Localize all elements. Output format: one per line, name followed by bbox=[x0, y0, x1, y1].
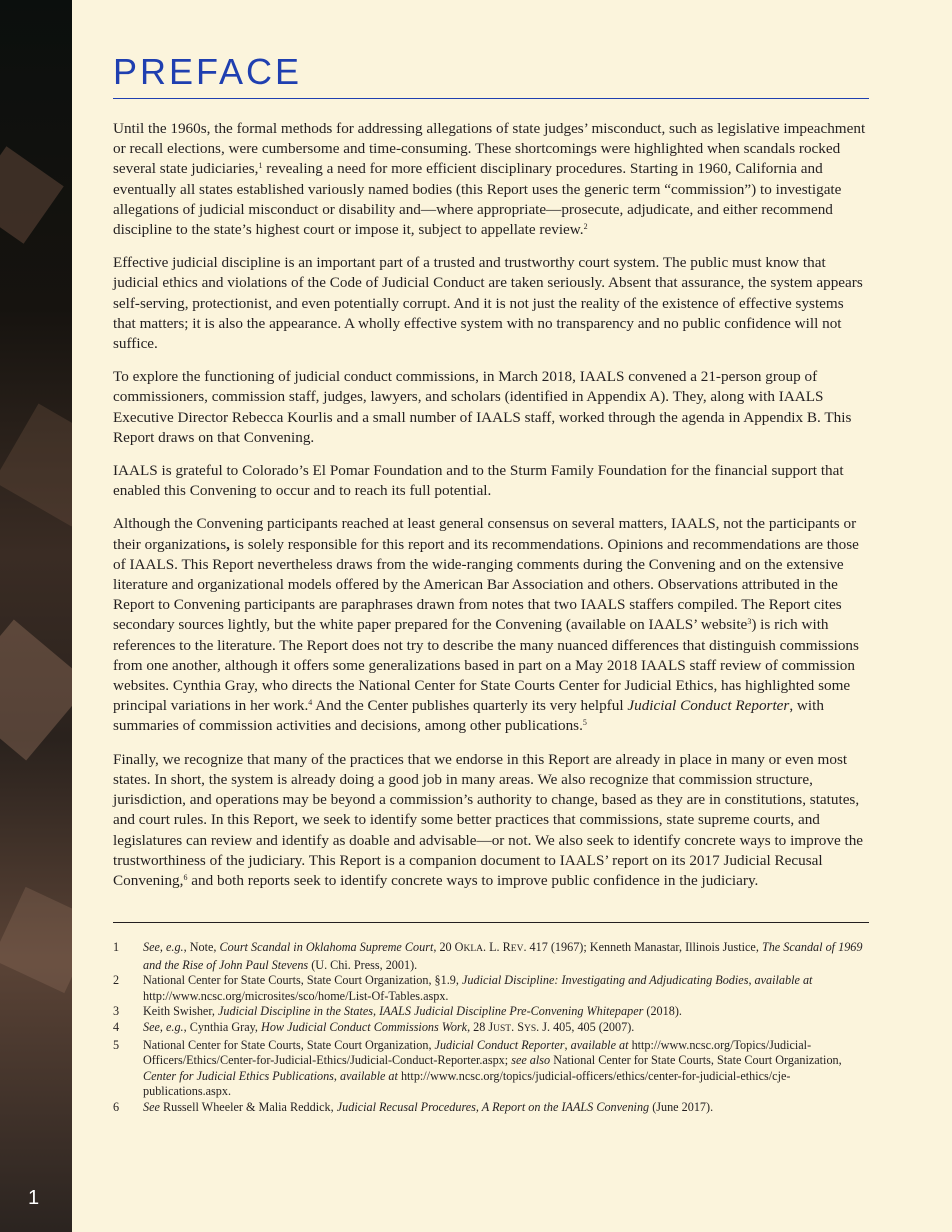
text-run: YS bbox=[523, 1024, 537, 1035]
decorative-shard bbox=[0, 146, 64, 243]
text-run: , Cynthia Gray, bbox=[183, 1020, 262, 1035]
footnote-ref: 3 bbox=[747, 617, 752, 627]
body-text bbox=[113, 119, 869, 891]
footnote-number: 3 bbox=[113, 1004, 120, 1019]
footnote-number: 6 bbox=[113, 1100, 120, 1115]
footnote bbox=[113, 1100, 869, 1116]
footnote-text bbox=[143, 973, 869, 1004]
text-run: National Center for State Courts, State Court Organization, bbox=[550, 1053, 842, 1068]
text-run: (2018). bbox=[643, 1004, 682, 1019]
text-run: , bbox=[748, 973, 755, 988]
text-run: Effective judicial discipline is an important part of a trusted and trustworthy court system. The public must know that judicial ethics and violations of the Code of Judicial Conduct are taken seriously. Absent that assurance, the system appears self-serving, protectionist, and even potentially corrupt. And it is not just the reality of the existence of effective systems that matters; it is also the appearance. A wholly effective system with no transparency and no public confidence will not suffice. bbox=[113, 254, 863, 353]
text-run: , bbox=[564, 1037, 571, 1052]
footnote-text bbox=[143, 1100, 869, 1116]
italic-text: Judicial Discipline: Investigating and Adjudicating Bodies bbox=[461, 973, 749, 988]
decorative-shard bbox=[0, 404, 72, 527]
paragraph bbox=[113, 367, 869, 448]
footnote-text bbox=[143, 940, 869, 973]
text-run: Russell Wheeler & Malia Reddick, bbox=[159, 1100, 337, 1115]
paragraph bbox=[113, 253, 869, 354]
italic-text: Center for Judicial Ethics Publications bbox=[143, 1068, 334, 1083]
footnote bbox=[113, 1020, 869, 1038]
italic-text: available at bbox=[754, 973, 813, 988]
italic-text: Judicial Recusal Procedures, A Report on the IAALS Convening bbox=[336, 1100, 650, 1115]
footnote-number: 1 bbox=[113, 940, 120, 955]
paragraph bbox=[113, 461, 869, 501]
text-run: IAALS is grateful to Colorado’s El Pomar Foundation and to the Sturm Family Foundation for the financial support that enabled this Convening to occur and to reach its full potential. bbox=[113, 462, 844, 500]
text-run: ) is rich with references to the literature. The Report does not try to describe the many nuanced differences that distinguish commissions from one another, although it offers some generalizations based in part on a May 2018 IAALS staff review of commission websites. Cynthia Gray, who directs the National Center for State Courts Center for Judicial Ethics, has highlighted some principal variations in her work. bbox=[113, 616, 859, 715]
text-run: is solely responsible for this report and its recommendations. Opinions and recommendations are those of IAALS. This Report nevertheless draws from the wide-ranging comments during the Convening and on the extensive literature and organizational models offered by the American Bar Association and others. Observations attributed in the Report to Convening participants are paraphrases drawn from notes that two IAALS staffers compiled. The Report cites secondary sources lightly, but the white paper prepared for the Convening (available on IAALS’ website bbox=[113, 535, 859, 634]
text-run: National Center for State Courts, State Court Organization, bbox=[143, 1037, 435, 1052]
text-run: Finally, we recognize that many of the practices that we endorse in this Report are already in place in many or even most states. In short, the system is already doing a good job in many areas. We also recognize that commission structure, jurisdiction, and operations may be beyond a commission’s authority to change, based as they are in constitutions, statutes, and court rules. In this Report, we seek to identify some better practices that commissions, state supreme courts, and legislatures can review and identify as doable and advisable—or not. We also seek to identify concrete ways to improve the trustworthiness of the judiciary. This Report is a companion document to IAALS’ report on its 2017 Judicial Recusal Convening, bbox=[113, 750, 864, 889]
footnote-number: 2 bbox=[113, 973, 120, 988]
text-run: . S bbox=[511, 1020, 524, 1035]
decorative-sidebar bbox=[0, 0, 72, 1232]
paragraph bbox=[113, 514, 869, 736]
footnote-text bbox=[143, 1038, 869, 1100]
footnote-ref: 6 bbox=[183, 872, 188, 882]
italic-text: Judicial Conduct Reporter bbox=[627, 697, 790, 715]
text-run: http://www.ncsc.org/topics/judicial-officers/ethics/center-for-judicial-ethics/cje-publications.aspx. bbox=[143, 1068, 791, 1099]
paragraph bbox=[113, 750, 869, 891]
text-run: http://www.ncsc.org/Topics/Judicial-Officers/Ethics/Center-for-Judicial-Ethics/Judicial-Conduct-Reporter.aspx; bbox=[143, 1037, 812, 1068]
text-run: . L. R bbox=[483, 940, 511, 955]
italic-text: See, e.g. bbox=[143, 940, 184, 955]
italic-text: Judicial Discipline in the States, IAALS Judicial Discipline Pre-Convening Whitepaper bbox=[218, 1004, 644, 1019]
text-run: . J. 405, 405 (2007). bbox=[536, 1020, 635, 1035]
page-content bbox=[113, 50, 869, 1116]
title-rule bbox=[113, 98, 869, 99]
footnote-ref: 4 bbox=[308, 698, 313, 708]
text-run: , 28 J bbox=[467, 1020, 494, 1035]
footnote-rule bbox=[113, 922, 869, 923]
footnote-text bbox=[143, 1004, 869, 1020]
text-run: To explore the functioning of judicial conduct commissions, in March 2018, IAALS convened a 21-person group of commissioners, commission staff, judges, lawyers, and scholars (identified in Appendix A). They, along with IAALS Executive Director Rebecca Kourlis and a small number of IAALS staff, worked through the agenda in Appendix B. This Report draws on that Convening. bbox=[113, 368, 852, 446]
footnote bbox=[113, 940, 869, 973]
bold-text: , bbox=[226, 535, 230, 553]
italic-text: available at bbox=[340, 1068, 398, 1083]
text-run: (U. Chi. Press, 2001). bbox=[308, 957, 418, 972]
text-run: (June 2017). bbox=[649, 1100, 714, 1115]
text-run: , 20 O bbox=[433, 940, 464, 955]
text-run: http://www.ncsc.org/microsites/sco/home/List-Of-Tables.aspx. bbox=[143, 988, 449, 1003]
decorative-shard bbox=[0, 620, 72, 761]
text-run: And the Center publishes quarterly its very helpful bbox=[312, 697, 628, 715]
text-run: and both reports seek to identify concrete ways to improve public confidence in the judiciary. bbox=[187, 871, 759, 889]
text-run: . 417 (1967); Kenneth Manastar, Illinois Justice, bbox=[523, 940, 762, 955]
italic-text: See bbox=[143, 1100, 160, 1115]
text-run: UST bbox=[493, 1024, 512, 1035]
footnote bbox=[113, 1004, 869, 1020]
footnote-ref: 1 bbox=[258, 161, 263, 171]
page-title: PREFACE bbox=[113, 51, 303, 92]
footnote-number: 4 bbox=[113, 1020, 120, 1035]
italic-text: See, e.g. bbox=[143, 1020, 184, 1035]
italic-text: available at bbox=[570, 1037, 629, 1052]
text-run: , bbox=[333, 1068, 341, 1083]
decorative-shard bbox=[0, 887, 72, 993]
italic-text: How Judicial Conduct Commissions Work bbox=[261, 1020, 468, 1035]
text-run: Although the Convening participants reached at least general consensus on several matters, IAALS, not the participants or their organizations bbox=[113, 515, 857, 553]
footnote-number: 5 bbox=[113, 1037, 120, 1052]
text-run: EV bbox=[510, 944, 524, 955]
text-run: Until the 1960s, the formal methods for addressing allegations of state judges’ misconduct, such as legislative impeachment or recall elections, were cumbersome and time-consuming. These shortcomings were highlighted when scandals rocked several state judiciaries, bbox=[113, 120, 866, 178]
text-run: National Center for State Courts, State Court Organization, §1.9, bbox=[143, 973, 462, 988]
footnote-text bbox=[143, 1020, 869, 1038]
text-run: , Note, bbox=[183, 940, 220, 955]
text-run: KLA bbox=[463, 944, 484, 955]
italic-text: The Scandal of 1969 and the Rise of John Paul Stevens bbox=[143, 940, 863, 972]
footnote bbox=[113, 1038, 869, 1100]
text-run: , with summaries of commission activities and decisions, among other publications. bbox=[113, 697, 824, 735]
footnote-ref: 5 bbox=[582, 718, 587, 728]
paragraph bbox=[113, 119, 869, 240]
text-run: Keith Swisher, bbox=[143, 1004, 218, 1019]
text-run: revealing a need for more efficient disciplinary procedures. Starting in 1960, California and eventually all states established variously named bodies (this Report uses the generic term “commission”) to investigate allegations of judicial misconduct or disability and—where appropriate—prosecute, adjudicate, and either recommend discipline to the state’s highest court or impose it, subject to appellate review. bbox=[113, 160, 842, 239]
italic-text: see also bbox=[511, 1053, 551, 1068]
footnote bbox=[113, 973, 869, 1004]
italic-text: Court Scandal in Oklahoma Supreme Court bbox=[219, 940, 434, 955]
footnote-ref: 2 bbox=[583, 222, 588, 232]
footnotes bbox=[113, 940, 869, 1116]
italic-text: Judicial Conduct Reporter bbox=[434, 1037, 565, 1052]
page-number: 1 bbox=[28, 1187, 40, 1209]
